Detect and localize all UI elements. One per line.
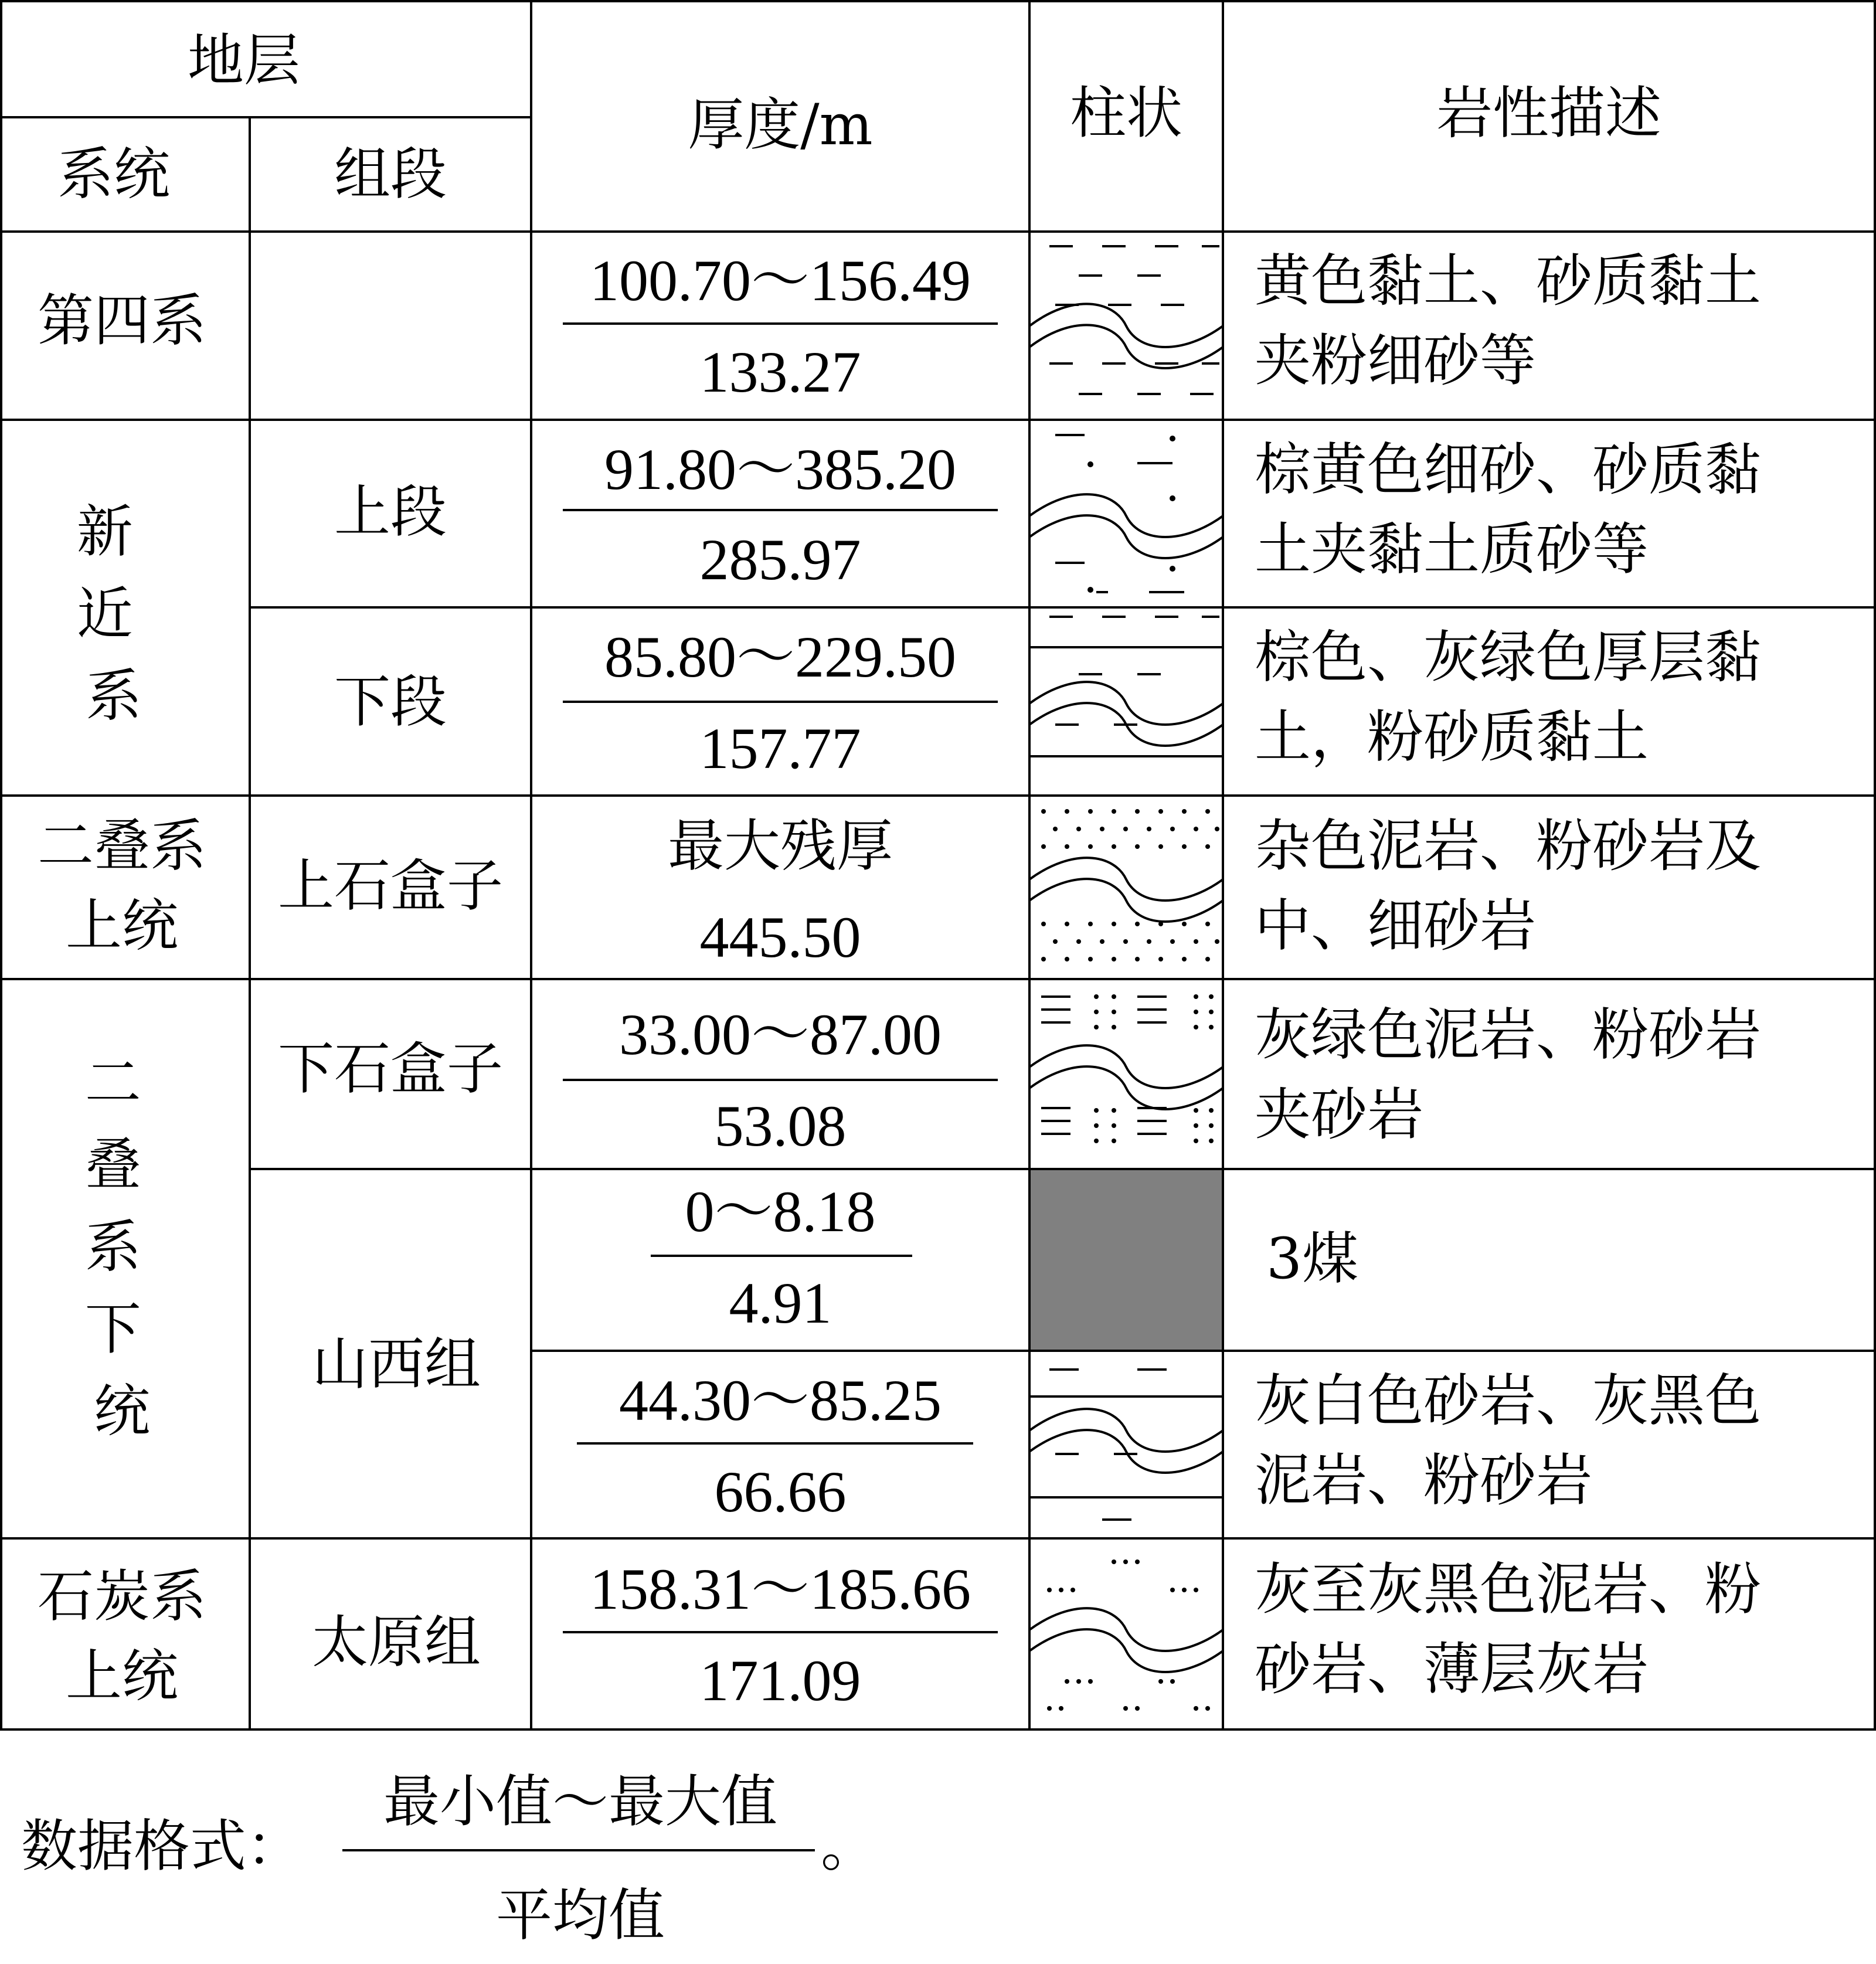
system-upper-carboniferous-line2: 上统 [66,1643,178,1709]
description-line: 灰白色砂岩、灰黑色 [1255,1368,1761,1433]
thickness-range: 100.70～156.49 [590,248,971,313]
pattern-clay-dashes [1029,246,1223,394]
pattern-sandstone-dots [1029,858,1223,922]
coal-seam-fill [1031,1170,1222,1350]
system-lower-permian-char-1: 二 [84,1050,141,1116]
description-line: 土夹黏土质砂等 [1255,517,1649,582]
formation-column [278,479,503,1675]
description-line: 灰绿色泥岩、粉砂岩 [1255,1002,1761,1068]
description-line: 杂色泥岩、粉砂岩及 [1255,813,1761,879]
pattern-sand-clay-dots [1087,436,1175,593]
thickness-range: 0～8.18 [685,1179,876,1244]
system-neogene [77,499,151,729]
footer-denominator: 平均值 [496,1883,665,1948]
thickness-values [590,248,971,1713]
system-lower-permian-char-5: 统 [94,1378,150,1444]
data-format-note [21,1769,877,1948]
description-line: 夹砂岩 [1255,1082,1423,1147]
thickness-range: 85.80～229.50 [604,624,956,689]
description-line: 夹粉细砂等 [1255,328,1536,393]
header-stratum: 地层 [188,28,300,93]
description-line: 黄色黏土、砂质黏土 [1255,248,1761,314]
system-lower-permian-char-4: 下 [84,1296,141,1362]
thickness-average: 171.09 [699,1648,861,1713]
description-line: 中、细砂岩 [1255,893,1536,959]
header-thickness: 厚度/m [688,92,873,158]
thickness-range: 44.30～85.25 [619,1368,942,1433]
formation-upper-member: 上段 [334,479,447,545]
description-line: 棕色、灰绿色厚层黏 [1255,624,1761,690]
header-lithology: 岩性描述 [1436,80,1661,146]
formation-shanxi: 山西组 [312,1331,481,1397]
pattern-mudstone-siltstone [1029,997,1223,1134]
system-lower-permian [85,1050,159,1444]
thickness-average: 133.27 [699,339,861,405]
description-line: 土，粉砂质黏土 [1255,704,1649,770]
thickness-range: 33.00～87.00 [619,1002,942,1067]
pattern-sand-clay [1029,435,1223,592]
description-coal-seam: 3煤 [1266,1226,1359,1292]
thickness-average: 53.08 [714,1093,847,1158]
system-lower-permian-char-2: 叠 [84,1132,141,1198]
footer-end: 。 [821,1813,877,1879]
system-neogene-char-1: 新 [76,499,133,565]
thickness-average: 285.97 [699,527,861,592]
system-upper-permian-line1: 二叠系 [38,813,206,879]
formation-lower-shihezi: 下石盒子 [278,1036,503,1102]
formation-upper-shihezi: 上石盒子 [278,853,503,919]
thickness-average: 4.91 [729,1270,832,1336]
system-neogene-char-2: 近 [76,581,133,647]
description-column [1255,248,1761,1702]
system-lower-permian-char-3: 系 [84,1214,141,1280]
thickness-range: 158.31～185.66 [590,1557,971,1622]
header-system: 系统 [57,141,170,207]
thickness-average: 157.77 [699,716,861,781]
system-column [38,288,206,1709]
system-upper-carboniferous-line1: 石炭系 [38,1564,206,1629]
description-line: 泥岩、粉砂岩 [1255,1447,1592,1513]
pattern-thick-clay [1029,617,1223,756]
header-formation: 组段 [334,141,447,207]
footer-label: 数据格式： [21,1813,303,1879]
system-neogene-char-3: 系 [86,663,142,729]
thickness-range: 91.80～385.20 [604,437,956,502]
footer-numerator: 最小值～最大值 [383,1769,777,1834]
formation-taiyuan: 太原组 [312,1609,481,1675]
thickness-average: 66.66 [714,1459,847,1524]
description-line: 棕黄色细砂、砂质黏 [1255,437,1761,502]
pattern-sandstone-mudstone [1029,1370,1223,1520]
description-line: 灰至灰黑色泥岩、粉 [1255,1557,1761,1622]
description-line: 砂岩、薄层灰岩 [1255,1636,1649,1702]
formation-lower-member: 下段 [334,669,447,735]
thickness-average: 445.50 [699,905,861,970]
pattern-limestone-mudstone [1029,1608,1223,1672]
header-column: 柱状 [1070,80,1182,146]
thickness-max-residual-label: 最大残厚 [668,813,893,879]
system-upper-permian-line2: 上统 [66,893,178,959]
system-quaternary: 第四系 [38,288,206,354]
